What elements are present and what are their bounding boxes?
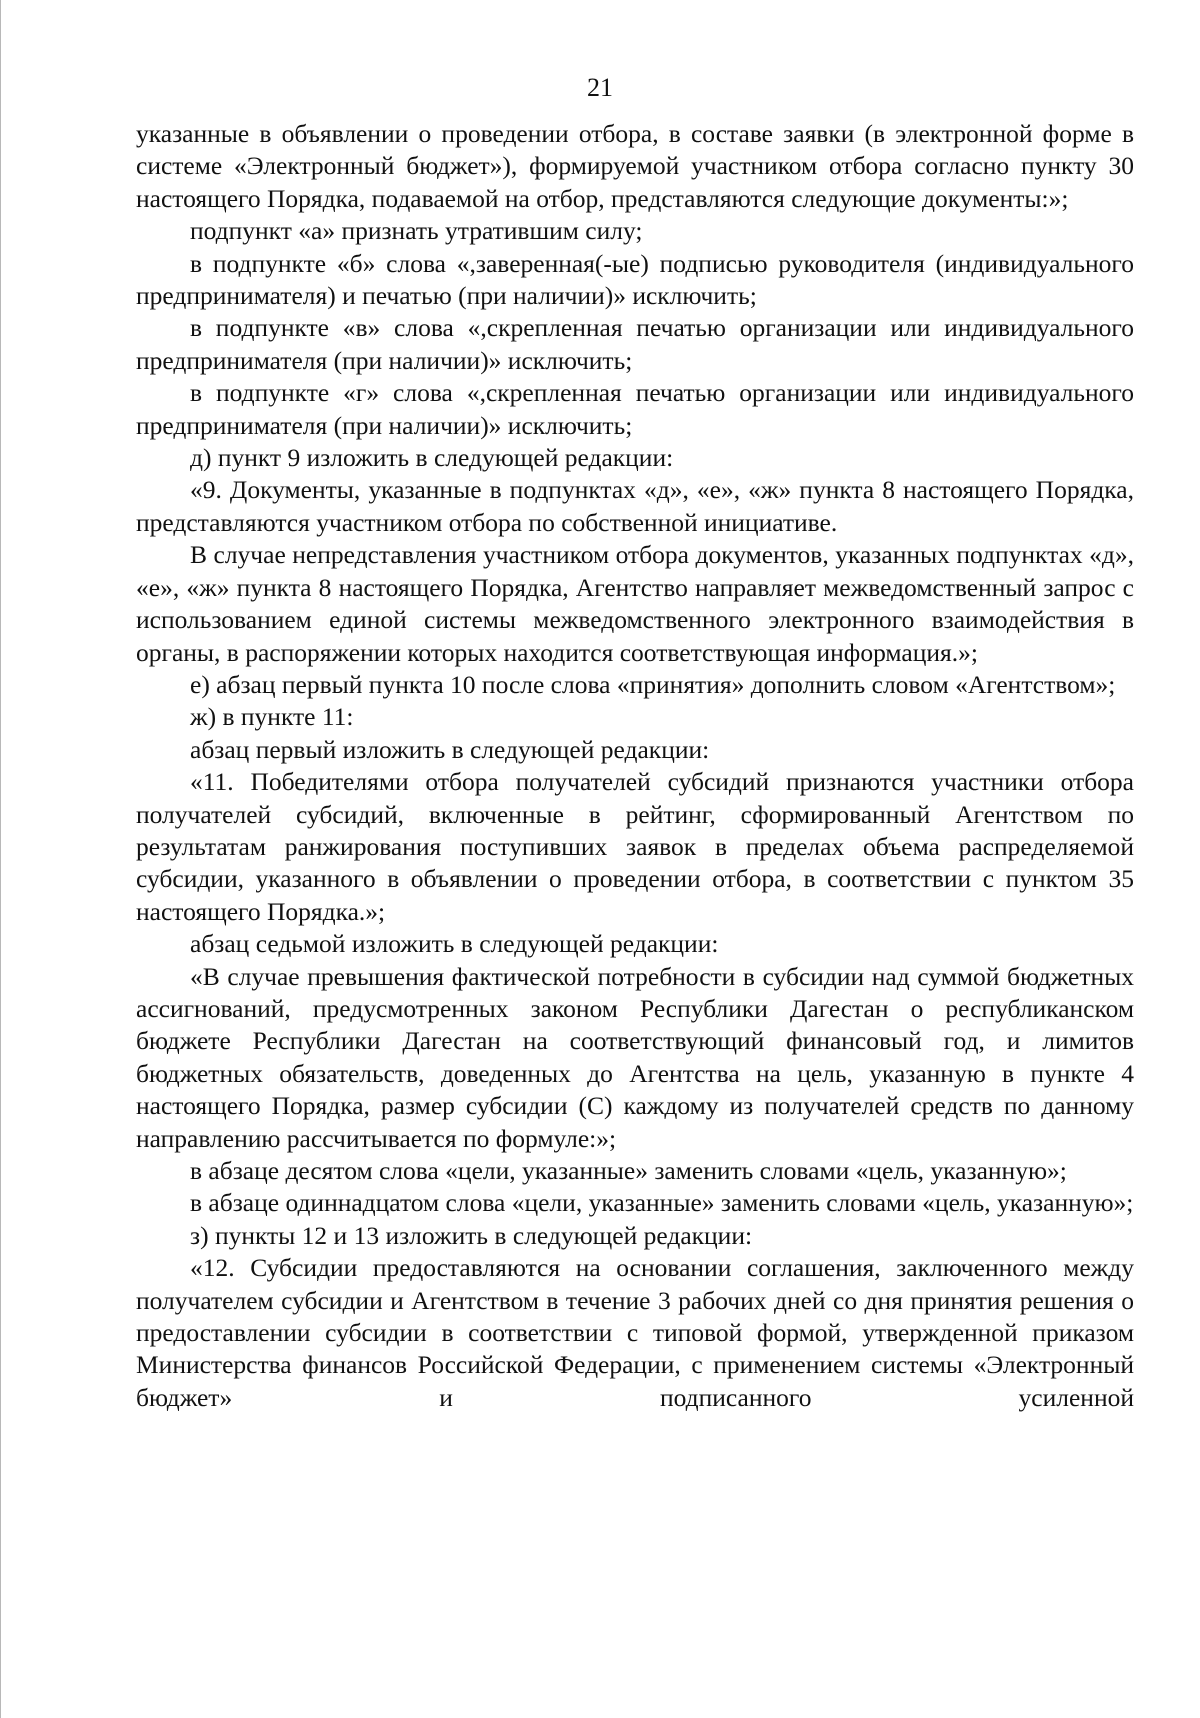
paragraph-15: в абзаце десятом слова «цели, указанные» заменить словами «цель, указанную»; <box>190 1156 1067 1185</box>
paragraph-9: е) абзац первый пункта 10 после слова «принятия» дополнить словом «Агентством»; <box>190 669 1116 699</box>
paragraph-6: д) пункт 9 изложить в следующей редакции: <box>190 443 674 473</box>
page-left-edge <box>0 0 1 1718</box>
paragraph-8: В случае непредставления участником отбора документов, указанных подпунктах «д», «е», «ж» пункта 8 настоящего Порядка, Агентство направляет межведомственный запрос с использованием единой системы межведомственного электронного взаимодействия в органы, в распоряжении которых находится соответствующая информация.»; <box>136 540 1134 667</box>
paragraph-1: указанные в объявлении о проведении отбора, в составе заявки (в электронной форме в системе «Электронный бюджет»), формируемой участником отбора согласно пункту 30 настоящего Порядка, подаваемой на отбор, представляются следующие документы:»; <box>136 119 1134 213</box>
paragraph-10: ж) в пункте 11: <box>190 702 354 732</box>
paragraph-4: в подпункте «в» слова «,скрепленная печатью организации или индивидуального предпринимателя (при наличии)» исключить; <box>136 313 1134 375</box>
document-body <box>136 118 1134 1414</box>
paragraph-13: абзац седьмой изложить в следующей редакции: <box>190 929 719 959</box>
paragraph-2: подпункт «а» признать утратившим силу; <box>190 216 643 246</box>
paragraph-18: «12. Субсидии предоставляются на основании соглашения, заключенного между получателем субсидии и Агентством в течение 3 рабочих дней со дня принятия решения о предоставлении субсидии в соответствии с типовой формой, утвержденной приказом Министерства финансов Российской Федерации, с применением системы «Электронный бюджет» и подписанного усиленной <box>136 1253 1134 1412</box>
paragraph-17: з) пункты 12 и 13 изложить в следующей редакции: <box>190 1220 753 1250</box>
paragraph-16: в абзаце одиннадцатом слова «цели, указанные» заменить словами «цель, указанную»; <box>190 1188 1134 1218</box>
paragraph-11: абзац первый изложить в следующей редакции: <box>190 734 710 764</box>
paragraph-14: «В случае превышения фактической потребности в субсидии над суммой бюджетных ассигнований, предусмотренных законом Республики Дагестан о республиканском бюджете Республики Дагестан на соответствующий финансовый год, и лимитов бюджетных обязательств, доведенных до Агентства на цель, указанную в пункте 4 настоящего Порядка, размер субсидии (С) каждому из получателей средств по данному направлению рассчитывается по формуле:»; <box>136 961 1134 1153</box>
paragraph-3: в подпункте «б» слова «,заверенная(-ые) подписью руководителя (индивидуального предпринимателя) и печатью (при наличии)» исключить; <box>136 248 1134 311</box>
paragraph-7: «9. Документы, указанные в подпунктах «д», «е», «ж» пункта 8 настоящего Порядка, представляются участником отбора по собственной инициативе. <box>136 475 1134 537</box>
page-number: 21 <box>587 73 613 102</box>
paragraph-12: «11. Победителями отбора получателей субсидий признаются участники отбора получателей субсидий, включенные в рейтинг, сформированный Агентством по результатам ранжирования поступивших заявок в пределах объема распределяемой субсидии, указанного в объявлении о проведении отбора, в соответствии с пунктом 35 настоящего Порядка.»; <box>136 767 1134 926</box>
paragraph-5: в подпункте «г» слова «,скрепленная печатью организации или индивидуального предпринимателя (при наличии)» исключить; <box>136 378 1134 440</box>
